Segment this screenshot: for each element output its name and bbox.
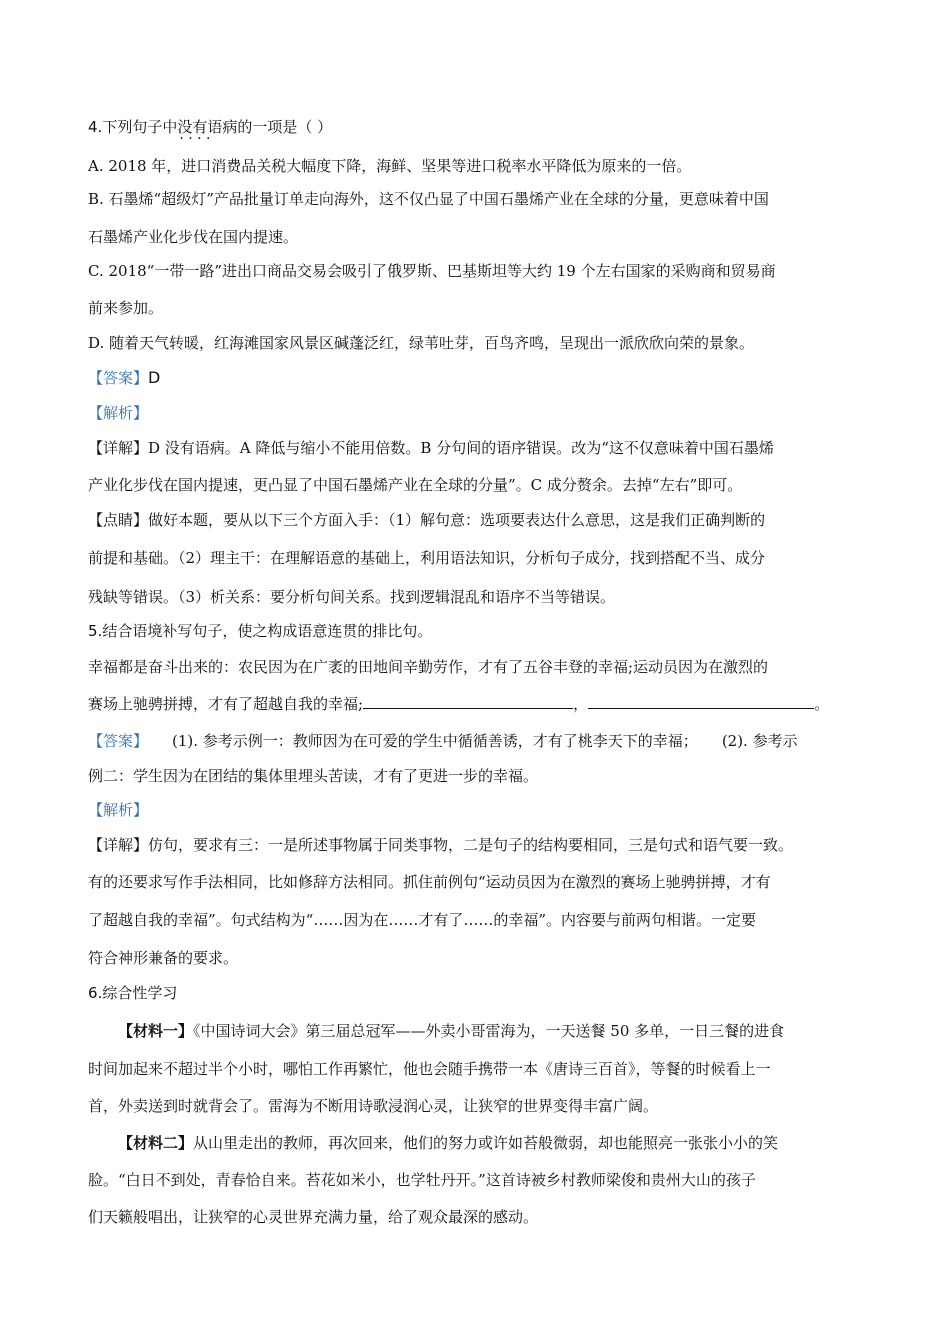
- q5-stem: [88, 621, 432, 641]
- q4-stem-pre: 下列句子中: [102, 118, 178, 136]
- q5-text-line1: 幸福都是奋斗出来的：农民因为在广袤的田地间辛勤劳作，才有了五谷丰登的幸福;运动员因为在激烈的: [88, 658, 769, 676]
- q6-stem: [88, 983, 177, 1003]
- q6-number: 6.: [88, 984, 103, 1002]
- q6-material1-tag: 【材料一】: [118, 1022, 194, 1040]
- q4-option-b-line2: 石墨烯产业化步伐在国内提速。: [88, 228, 299, 246]
- q5-period: 。: [814, 695, 830, 713]
- q5-detail-text1: 仿句，要求有三：一是所述事物属于同类事物，二是句子的结构要相同，三是句式和语气要一致。: [148, 836, 794, 854]
- q5-answer-2-start: (2). 参考示: [721, 732, 798, 750]
- q5-blank-2[interactable]: [588, 694, 814, 709]
- q4-tip-line2: 前提和基础。（2）理主干：在理解语意的基础上，利用语法知识，分析句子成分，找到搭配不当、成分: [88, 549, 766, 567]
- q6-material2-line1: [118, 1133, 778, 1153]
- q5-detail-line4: 符合神形兼备的要求。: [88, 949, 239, 967]
- q6-material1-line3: 首，外卖送到时就背会了。雷海为不断用诗歌浸润心灵，让狭窄的世界变得丰富广阔。: [88, 1097, 659, 1115]
- q4-stem-post: 的一项是（ ）: [237, 118, 333, 136]
- q4-option-a: A. 2018 年，进口消费品关税大幅度下降，海鲜、坚果等进口税率水平降低为原来的一倍。: [88, 157, 692, 175]
- q4-option-c-line2: 前来参加。: [88, 299, 164, 317]
- q4-stem: [88, 117, 332, 137]
- q5-stem-text: 结合语境补写句子，使之构成语意连贯的排比句。: [102, 622, 433, 640]
- q6-material1-line1: [118, 1021, 784, 1041]
- q4-tip-line1: [88, 510, 765, 530]
- q4-stem-emphasis: 没有语病 · ·: [177, 117, 237, 137]
- q6-material2-line3: 们天籁般唱出，让狭窄的心灵世界充满力量，给了观众最深的感动。: [88, 1208, 539, 1226]
- q4-detail-line1: [88, 438, 774, 458]
- q4-answer-tag: 【答案】: [88, 369, 149, 387]
- q6-material2-text1: 从山里走出的教师，再次回来，他们的努力或许如苔般微弱，却也能照亮一张张小小的笑: [193, 1134, 779, 1152]
- q5-detail-line3: 了超越自我的幸福”。句式结构为“……因为在……才有了……的幸福”。内容要与前两句相谐。一定要: [88, 911, 757, 929]
- q6-stem-text: 综合性学习: [102, 984, 178, 1002]
- q4-answer-value: D: [148, 368, 161, 387]
- q4-option-c-line1: C. 2018“一带一路”进出口商品交易会吸引了俄罗斯、巴基斯坦等大约 19 个左右国家的采购商和贸易商: [88, 262, 776, 280]
- q4-detail-tag: 【详解】: [88, 439, 149, 457]
- q5-comma: ，: [573, 695, 589, 713]
- q4-tip-text1: 做好本题，要从以下三个方面入手：（1）解句意：选项要表达什么意思，这是我们正确判断的: [148, 511, 766, 529]
- q4-detail-text1: D 没有语病。A 降低与缩小不能用倍数。B 分句间的语序错误。改为“这不仅意味着中国石墨烯: [148, 439, 774, 457]
- q4-tip-line3: 残缺等错误。（3）析关系：要分析句间关系。找到逻辑混乱和语序不当等错误。: [88, 588, 616, 606]
- q4-detail-line2: 产业化步伐在国内提速，更凸显了中国石墨烯产业在全球的分量”。C 成分赘余。去掉“左右”即可。: [88, 476, 743, 494]
- q5-answer-line1: [88, 731, 798, 751]
- q5-text-line2: [88, 694, 829, 714]
- q5-detail-line2: 有的还要求写作手法相同，比如修辞方法相同。抓住前例句“运动员因为在激烈的赛场上驰骋拼搏，才有: [88, 873, 771, 891]
- q6-material2-line2: 脸。“白日不到处，青春恰自来。苔花如米小，也学牡丹开。”这首诗被乡村教师梁俊和贵州大山的孩子: [88, 1171, 756, 1189]
- q4-tip-tag: 【点睛】: [88, 511, 149, 529]
- q5-answer-1: (1). 参考示例一：教师因为在可爱的学生中循循善诱，才有了桃李天下的幸福；: [172, 732, 698, 750]
- q6-material2-tag: 【材料二】: [118, 1134, 194, 1152]
- q4-answer: [88, 368, 160, 388]
- q6-material1-text1: 《中国诗词大会》第三届总冠军——外卖小哥雷海为，一天送餐 50 多单，一日三餐的进食: [193, 1022, 785, 1040]
- q5-analysis-tag: 【解析】: [88, 801, 149, 819]
- q4-option-d: D. 随着天气转暖，红海滩国家风景区碱蓬泛红，绿苇吐芽，百鸟齐鸣，呈现出一派欣欣向荣的景象。: [88, 334, 755, 352]
- q5-detail-line1: [88, 835, 793, 855]
- q4-analysis-tag: 【解析】: [88, 404, 149, 422]
- q4-option-b-line1: B. 石墨烯“超级灯”产品批量订单走向海外，这不仅凸显了中国石墨烯产业在全球的分量，更意味着中国: [88, 190, 769, 208]
- q5-blank-1[interactable]: [363, 694, 573, 709]
- q5-detail-tag: 【详解】: [88, 836, 149, 854]
- q5-number: 5.: [88, 622, 103, 640]
- q5-answer-line2: 例二：学生因为在团结的集体里埋头苦读，才有了更进一步的幸福。: [88, 767, 539, 785]
- q6-material1-line2: 时间加起来不超过半个小时，哪怕工作再繁忙，他也会随手携带一本《唐诗三百首》，等餐的时候看上一: [88, 1060, 771, 1078]
- q5-answer-tag: 【答案】: [88, 732, 149, 750]
- q5-text2: 赛场上驰骋拼搏，才有了超越自我的幸福;: [88, 695, 364, 713]
- q4-number: 4.: [88, 118, 103, 136]
